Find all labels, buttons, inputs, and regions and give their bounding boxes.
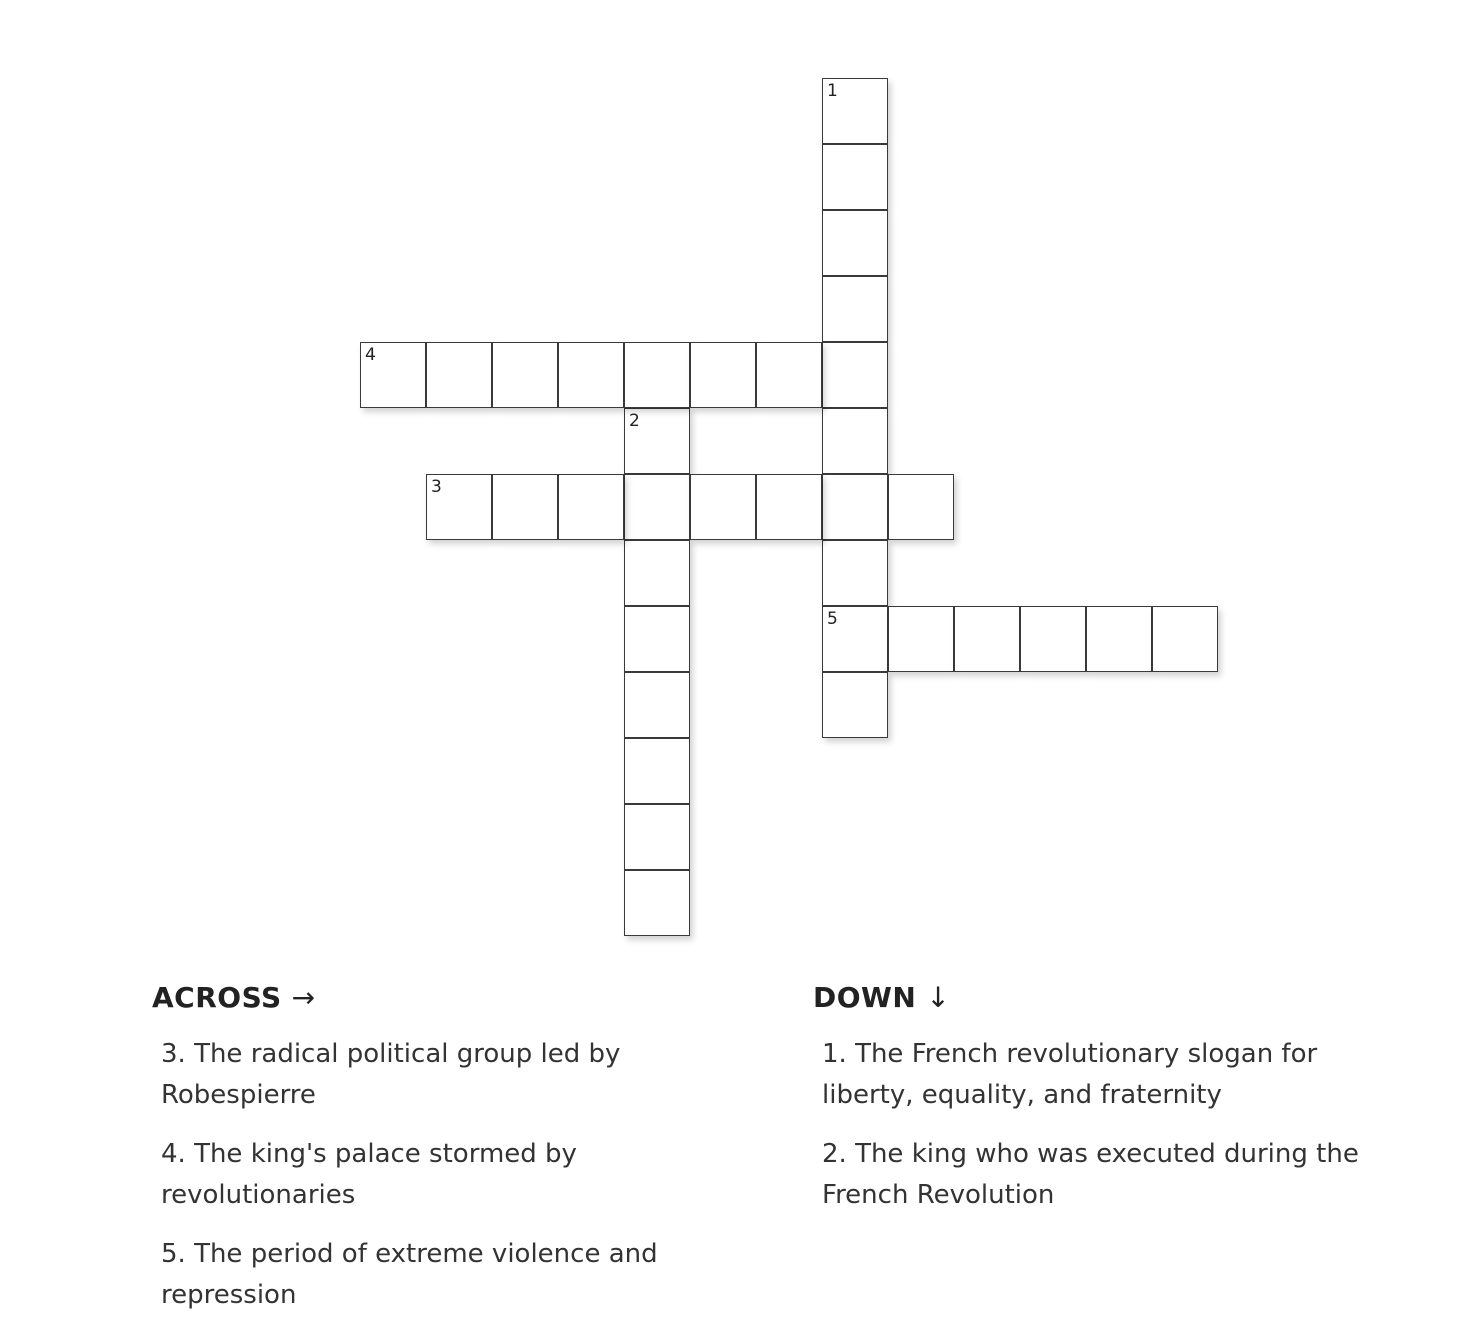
down-heading: DOWN ↓ bbox=[813, 981, 951, 1014]
grid-cell[interactable] bbox=[624, 606, 690, 672]
grid-cell[interactable] bbox=[624, 738, 690, 804]
clue-number: 5 bbox=[827, 609, 838, 629]
grid-cell[interactable] bbox=[558, 342, 624, 408]
clue-across-3[interactable]: 3. The radical political group led by Robespierre bbox=[161, 1039, 621, 1110]
grid-cell[interactable] bbox=[822, 342, 888, 408]
grid-cell[interactable] bbox=[756, 474, 822, 540]
grid-cell[interactable] bbox=[822, 540, 888, 606]
grid-cell[interactable] bbox=[822, 408, 888, 474]
grid-cell[interactable] bbox=[888, 606, 954, 672]
grid-cell[interactable] bbox=[822, 210, 888, 276]
grid-cell[interactable] bbox=[822, 474, 888, 540]
grid-cell[interactable] bbox=[426, 474, 492, 540]
grid-cell[interactable] bbox=[756, 342, 822, 408]
grid-cell[interactable] bbox=[822, 78, 888, 144]
grid-cell[interactable] bbox=[1020, 606, 1086, 672]
grid-cell[interactable] bbox=[822, 276, 888, 342]
grid-cell[interactable] bbox=[822, 606, 888, 672]
down-clues bbox=[813, 980, 1413, 1234]
grid-cell[interactable] bbox=[1152, 606, 1218, 672]
grid-cell[interactable] bbox=[822, 672, 888, 738]
grid-cell[interactable] bbox=[492, 474, 558, 540]
clue-number: 1 bbox=[827, 81, 838, 101]
clue-across-4[interactable]: 4. The king's palace stormed by revolutionaries bbox=[161, 1139, 577, 1210]
arrow-right-icon: → bbox=[291, 981, 316, 1014]
arrow-down-icon: ↓ bbox=[926, 981, 951, 1014]
grid-cell[interactable] bbox=[624, 804, 690, 870]
grid-cell[interactable] bbox=[954, 606, 1020, 672]
clue-across-5[interactable]: 5. The period of extreme violence and repression bbox=[161, 1239, 658, 1310]
grid-cell[interactable] bbox=[624, 474, 690, 540]
grid-cell[interactable] bbox=[624, 540, 690, 606]
grid-cell[interactable] bbox=[558, 474, 624, 540]
clue-number: 3 bbox=[431, 477, 442, 497]
grid-cell[interactable] bbox=[1086, 606, 1152, 672]
across-clues bbox=[152, 980, 712, 1334]
grid-cell[interactable] bbox=[492, 342, 558, 408]
clue-down-2[interactable]: 2. The king who was executed during the French Revolution bbox=[822, 1139, 1359, 1210]
across-heading: ACROSS → bbox=[152, 981, 316, 1014]
grid-cell[interactable] bbox=[624, 342, 690, 408]
clue-number: 2 bbox=[629, 411, 640, 431]
grid-cell[interactable] bbox=[624, 870, 690, 936]
clue-down-1[interactable]: 1. The French revolutionary slogan for liberty, equality, and fraternity bbox=[822, 1039, 1318, 1110]
grid-cell[interactable] bbox=[624, 672, 690, 738]
grid-cell[interactable] bbox=[360, 342, 426, 408]
grid-cell[interactable] bbox=[426, 342, 492, 408]
grid-cell[interactable] bbox=[690, 474, 756, 540]
grid-cell[interactable] bbox=[888, 474, 954, 540]
grid-cell[interactable] bbox=[690, 342, 756, 408]
grid-cell[interactable] bbox=[822, 144, 888, 210]
clue-number: 4 bbox=[365, 345, 376, 365]
grid-cell[interactable] bbox=[624, 408, 690, 474]
